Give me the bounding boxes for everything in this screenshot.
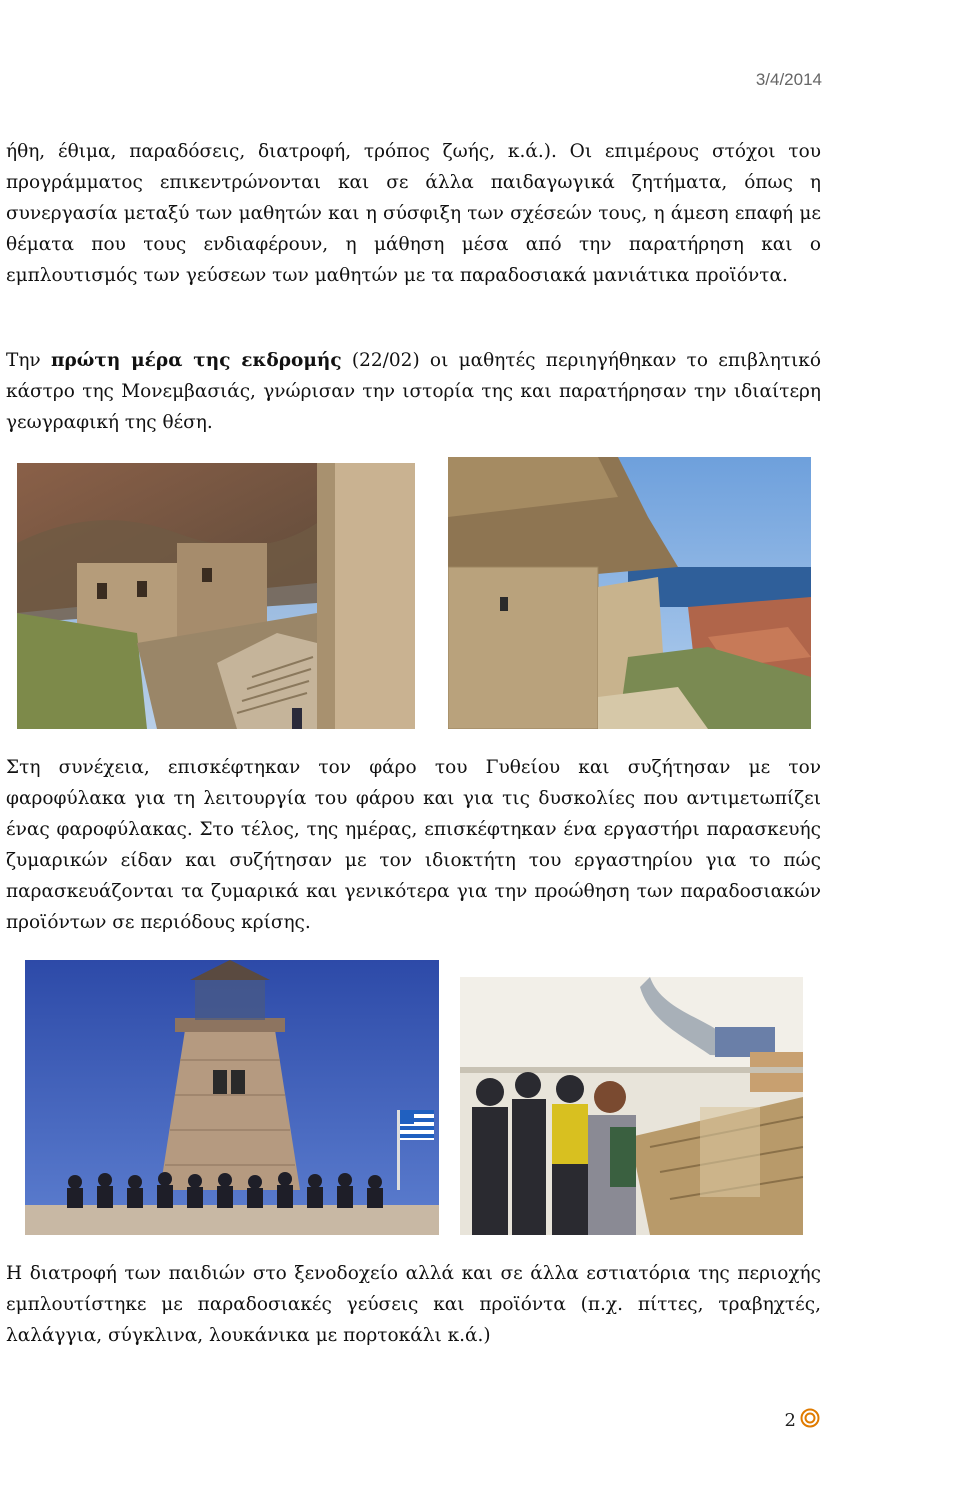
paragraph-intro: ήθη, έθιμα, παραδόσεις, διατροφή, τρόπος ζωής, κ.ά.). Οι επιμέρους στόχοι του προγράμματος επικεντρώνονται και σε άλλα παιδαγωγικά ζητήματα, όπως η συνεργασία μεταξύ των μαθητών και η σύσφιξη των σχέσεών τους, η άμεση επαφή με θέματα που τους ενδιαφέρουν, η μάθηση μέσα από την παρατήρηση και ο εμπλουτισμός των γεύσεων των μαθητών με τα παραδοσιακά μανιάτικα προϊόντα. [6,141,821,286]
paragraph-first-day-bold: πρώτη μέρα της εκδρομής [50,350,342,371]
photo-gythio-lighthouse [25,960,439,1235]
paragraph-first-day-intro: Την [6,350,41,371]
page-footer [785,1408,820,1433]
paragraph-food: Η διατροφή των παιδιών στο ξενοδοχείο αλλά και σε άλλα εστιατόρια της περιοχής εμπλουτίστηκε με παραδοσιακές γεύσεις και προϊόντα (π.χ. πίττες, τραβηχτές, λαλάγγια, σύγκλινα, λουκάνικα με πορτοκάλι κ.ά.) [6,1263,821,1346]
header-date: 3/4/2014 [755,70,822,89]
concentric-rings-icon [800,1408,820,1433]
page-number: 2 [784,1410,796,1431]
paragraph-first-day [6,345,821,438]
photo-monemvasia-houses [17,463,415,729]
paragraph-first-day-rest: (22/02) οι μαθητές περιηγήθηκαν το επιβλητικό κάστρο της Μονεμβασιάς, γνώρισαν την ιστορία της και παρατήρησαν την ιδιαίτερη γεωγραφική της θέση. [6,350,821,433]
paragraph-lighthouse-visit: Στη συνέχεια, επισκέφτηκαν τον φάρο του Γυθείου και συζήτησαν με τον φαροφύλακα για τη λειτουργία του φάρου και για τις δυσκολίες που αντιμετωπίζει ένας φαροφύλακας. Στο τέλος, της ημέρας, επισκέφτηκαν ένα εργαστήρι παρασκευής ζυμαρικών είδαν και συζήτησαν με τον ιδιοκτήτη του εργαστηρίου για το πώς παρασκευάζονται τα ζυμαρικά και γενικότερα για την προώθηση των παραδοσιακών προϊόντων σε περιόδους κρίσης. [6,757,821,933]
photo-pasta-workshop [460,977,803,1235]
photo-monemvasia-sea-view [448,457,811,729]
